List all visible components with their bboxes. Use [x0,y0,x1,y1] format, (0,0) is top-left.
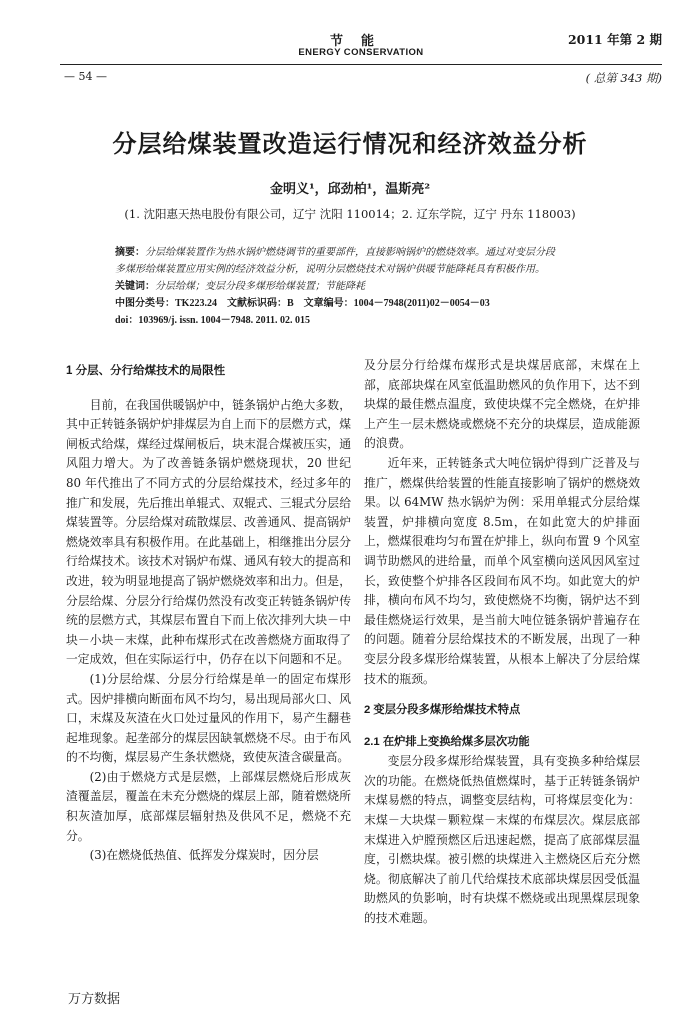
article-title: 分层给煤装置改造运行情况和经济效益分析 [112,129,588,158]
section-2-heading: 2 变层分段多煤形给煤技术特点 [364,704,521,717]
abstract-label: 摘要： [115,247,145,258]
right-column [364,356,640,929]
article-authors: 金明义¹，邱劲柏¹，温斯亮² [269,182,431,197]
article-affiliations: (1. 沈阳惠天热电股份有限公司，辽宁 沈阳 110014；2. 辽东学院，辽宁 丹东 118003) [124,207,576,221]
issue-total-label: ( 总第 343 期) [585,71,662,85]
section-1-heading: 1 分层、分行给煤技术的局限性 [66,365,226,377]
header-rule [60,64,662,65]
right-paragraph-1-continued: 及分层分行给煤布煤形式是块煤居底部，末煤在上部，底部块煤在风室低温助燃风的负作用下，达不到块煤的最佳燃点温度，致使块煤不完全燃烧，在炉排上产生一层未燃烧或燃烧不充分的块煤层，造成能源的浪费。 [364,358,640,451]
article-meta [115,244,618,329]
doi-line: doi：103969/j. issn. 1004－7948. 2011. 02. 015 [115,315,311,326]
page-number: — 54 — [64,70,107,83]
left-column [66,356,351,866]
abstract-line-1 [115,244,618,261]
left-paragraph-4: (3)在燃烧低热值、低挥发分煤炭时，因分层 [89,848,319,863]
keywords-text: 分层给煤；变层分段多煤形给煤装置；节能降耗 [155,281,365,292]
keywords-line [115,278,618,295]
source-watermark: 万方数据 [68,992,121,1007]
right-paragraph-3: 变层分段多煤形给煤装置，具有变换多种给煤层次的功能。在燃烧低热值燃煤时，基于正转链条锅炉末煤易燃的特点，调整变层结构，可将煤层变化为：末煤－大块煤－颗粒煤－末煤的布煤层次。煤层底部末煤进入炉膛预燃区后迅速起燃，提高了底部煤层温度，引燃块煤。被引燃的块煤进入主燃烧区后充分燃烧。彻底解决了前几代给煤技术底部块煤层因受低温助燃风的负影响，时有块煤不燃烧或出现黑煤层现象的技术难题。 [364,754,640,926]
page-header [60,30,662,90]
spacer [364,721,640,731]
abstract-text-1: 分层给煤装置作为热水锅炉燃烧调节的重要部件，直接影响锅炉的燃烧效率。通过对变层分段 [145,247,555,258]
classification-line: 中图分类号：TK223.24 文献标识码：B 文章编号：1004－7948(2011)02－0054－03 [115,298,490,309]
right-paragraph-2: 近年来，正转链条式大吨位锅炉得到广泛普及与推广，燃煤供给装置的性能直接影响了锅炉的燃烧效果。以 64MW 热水锅炉为例：采用单辊式分层给煤装置，炉排横向宽度 8.5m，在如此宽大的炉排面上，燃煤很难均匀布置在炉排上，纵向布置 9 个风室调节助燃风的进给量，而单个风室横向送风因风室过长，致使整个炉排各区段间布风不均。如此宽大的炉排，横向布风不均匀，致使燃烧不均衡，锅炉达不到最佳燃烧运行效果，是当前大吨位链条锅炉普遍存在的问题。随着分层给煤技术的不断发展，出现了一种变层分段多煤形给煤装置，从根本上解决了分层给煤技术的瓶颈。 [364,455,640,686]
left-paragraph-3: (2)由于燃烧方式是层燃，上部煤层燃烧后形成灰渣覆盖层，覆盖在未充分燃烧的煤层上部，随着燃烧所积灰渣加厚，底部煤层辐射热及供风不足，燃烧不充分。 [66,769,351,843]
subsection-2-1-heading: 2.1 在炉排上变换给煤多层次功能 [364,735,530,748]
abstract-line-2: 多煤形给煤装置应用实例的经济效益分析，说明分层燃烧技术对锅炉供暖节能降耗具有积极作用。 [115,264,545,275]
left-paragraph-1: 目前，在我国供暖锅炉中，链条锅炉占绝大多数，其中正转链条锅炉炉排煤层为自上而下的层燃方式，煤闸板式给煤，煤经过煤闸板后，块末混合煤被压实，通风阻力增大。为了改善链条锅炉燃烧现状，20 世纪 80 年代推出了不同方式的分层给煤技术，经过多年的推广和发展，先后推出单辊式、双辊式、三辊式分层给煤装置等。分层给煤对疏散煤层、改善通风、提高锅炉燃烧效率具有积极作用。在此基础上，相继推出分层分行给煤技术。该技术对锅炉布煤、通风有较大的提高和改进，较为明显地提高了锅炉燃烧效率和出力。但是，分层给煤、分层分行给煤仍然没有改变正转链条锅炉传统的层燃方式，其煤层布置自下而上依次排列大块－中块－小块－末煤，此种布煤形式在改善燃烧方面取得了一定成效，但在实际运行中，仍存在以下问题和不足。 [66,397,351,667]
journal-name-cn: 节能 [329,34,392,49]
keywords-label: 关键词： [115,281,155,292]
issue-label: 2011 年第 2 期 [567,32,662,47]
left-paragraph-2: (1)分层给煤、分层分行给煤是单一的固定布煤形式。因炉排横向断面布风不均匀，易出现局部火口、风口，末煤及灰渣在火口处过量风的作用下，易产生翻巷起堆现象。起垄部分的煤层因缺氧燃烧不尽。由于布风的不均衡，煤层易产生条状燃烧，致使灰渣含碳量高。 [66,671,351,765]
spacer [364,689,640,699]
journal-name-en: ENERGY CONSERVATION [298,47,424,58]
